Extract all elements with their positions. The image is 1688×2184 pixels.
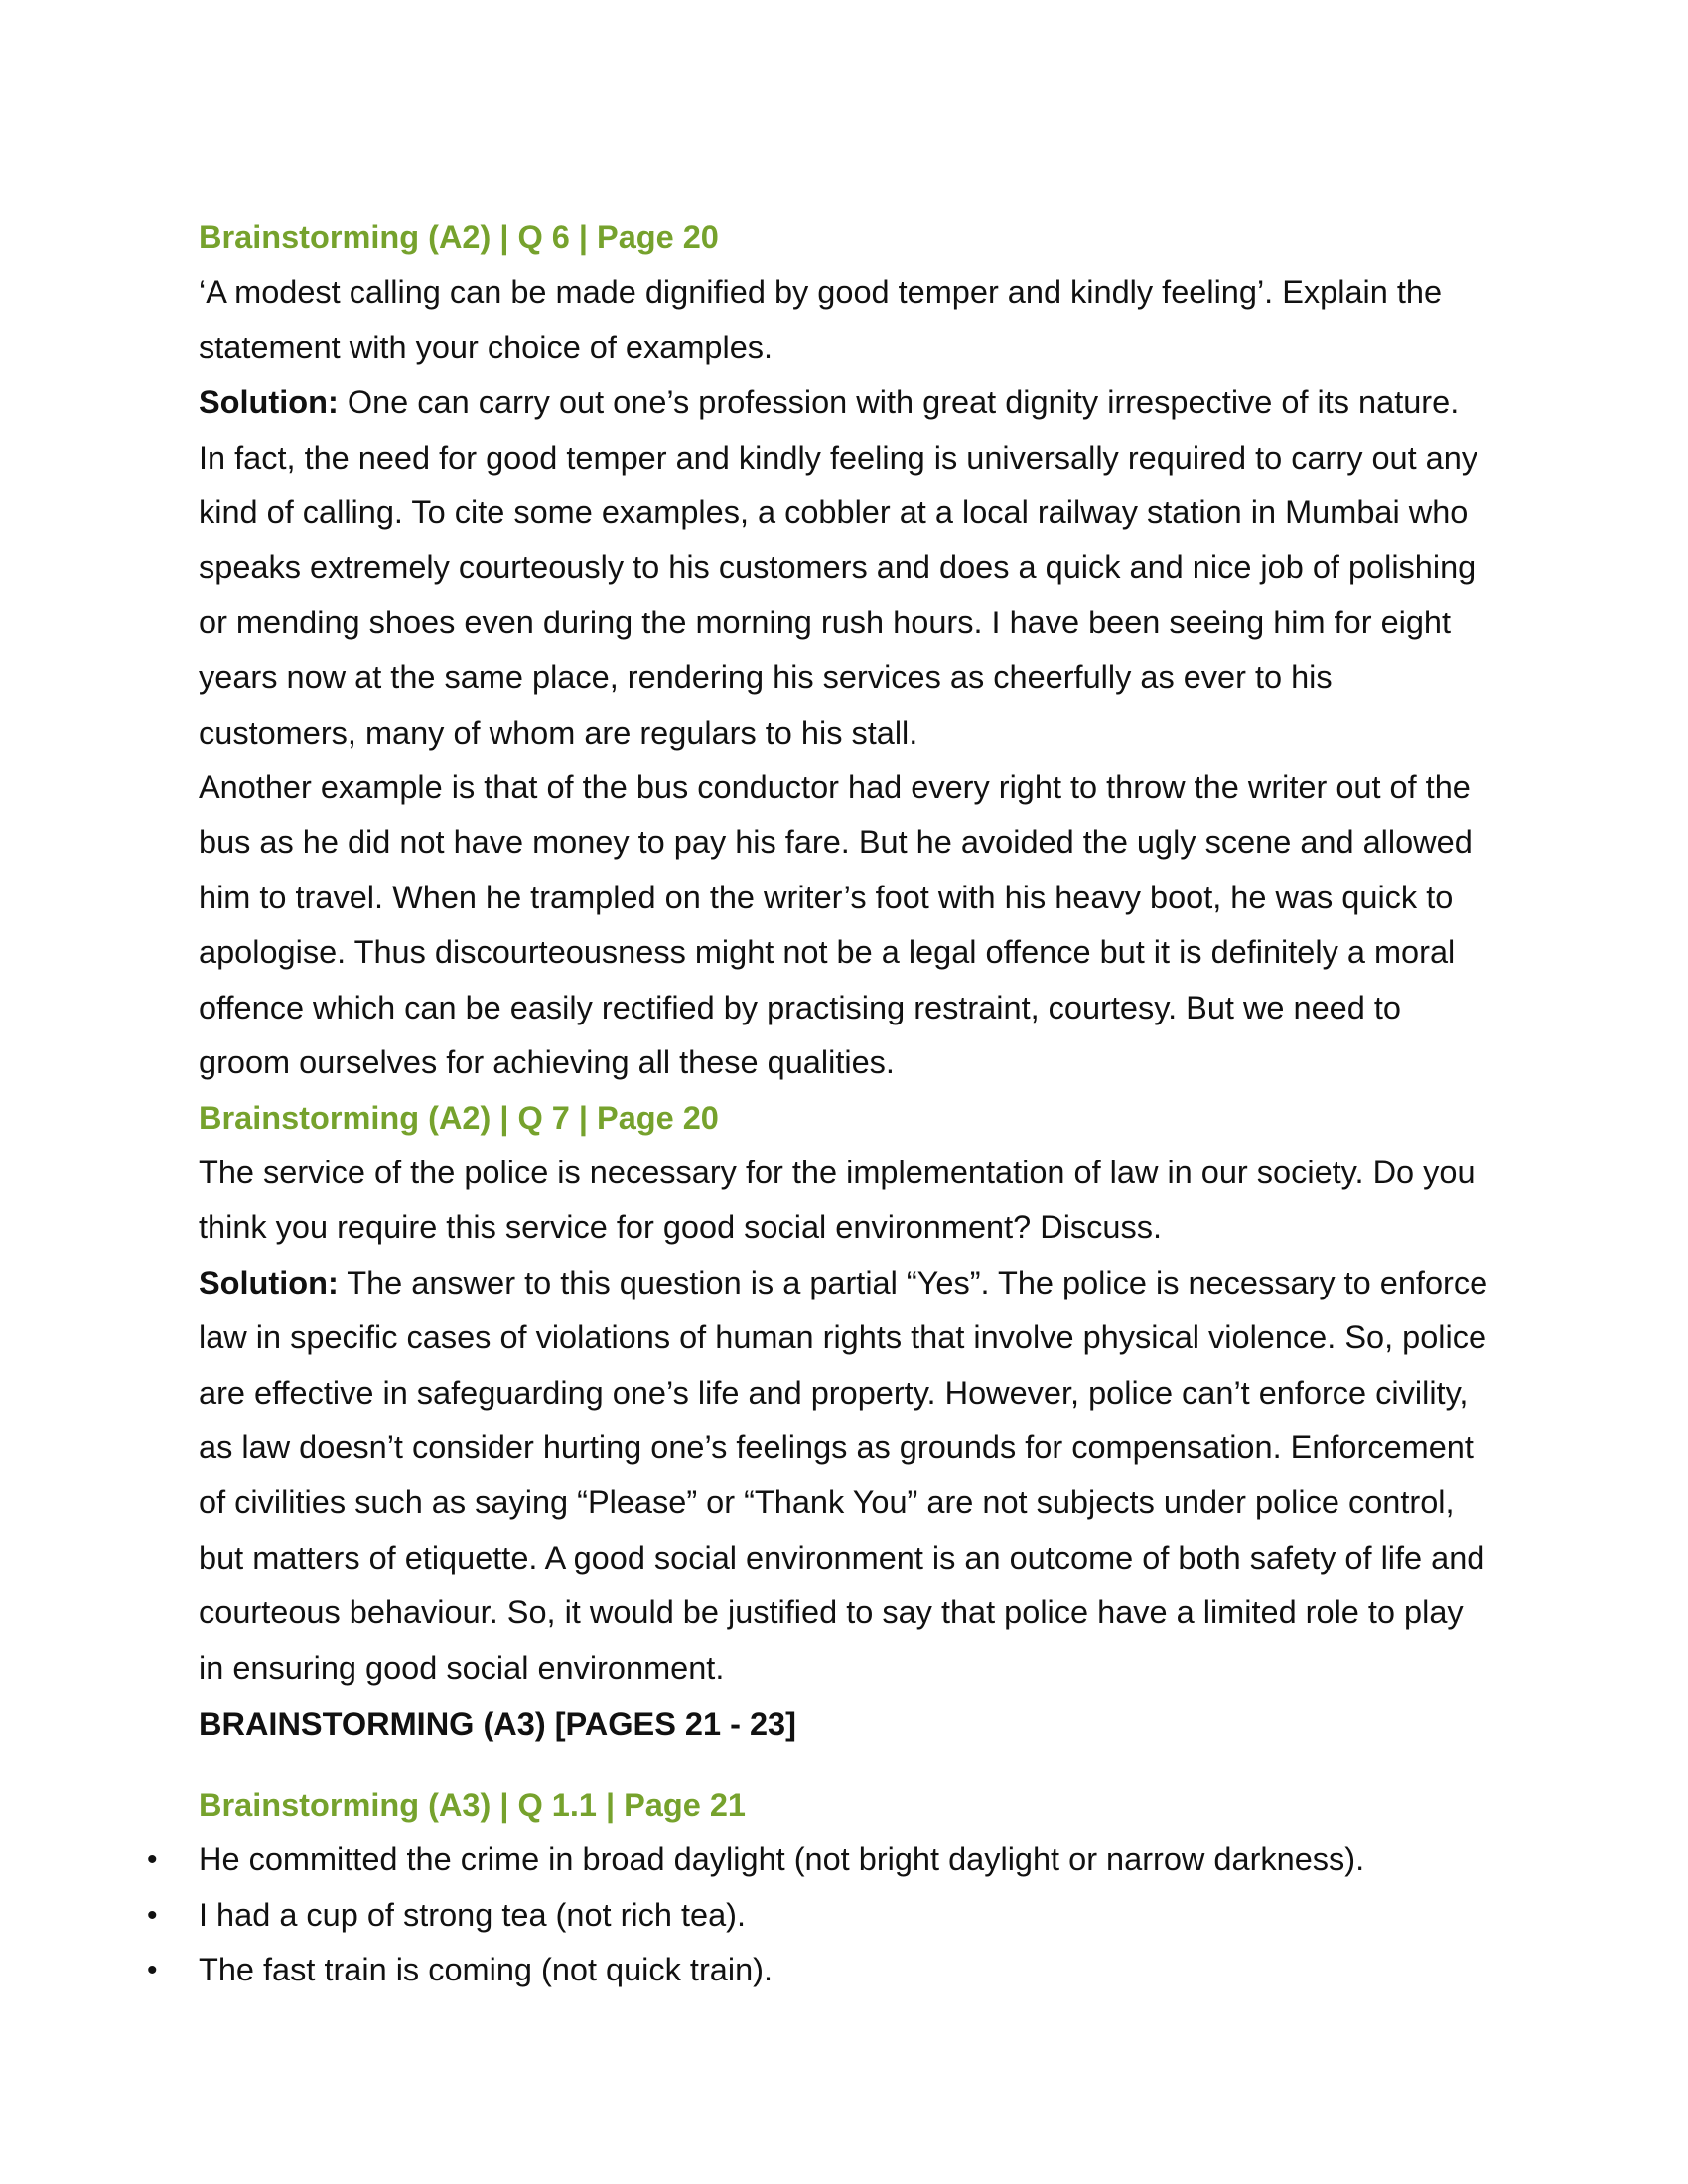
list-item-text: He committed the crime in broad daylight (not bright daylight or narrow darkness). [199, 1842, 1365, 1878]
q6-question: ‘A modest calling can be made dignified by good temper and kindly feeling’. Explain the statement with your choice of examples. [199, 274, 1443, 365]
document-page [147, 210, 1489, 1998]
list-item [147, 1943, 1489, 1997]
q7-solution-text: The answer to this question is a partial “Yes”. The police is necessary to enforce law in specific cases of violations of human rights that involve physical violence. So, police are effective in safeguarding one’s life and property. However, police can’t enforce civility, as law doesn’t consider hurting one’s feelings as grounds for compensation. Enforcement of civilities such as saying “Please” or “Thank You” are not subjects under police control, but matters of etiquette. A good social environment is an outcome of both safety of life and courteous behaviour. So, it would be justified to say that police have a limited role to play in ensuring good social environment. [199, 1264, 1488, 1686]
list-item-text: The fast train is coming (not quick train). [199, 1952, 774, 1988]
q6-solution-paragraph-2: Another example is that of the bus conductor had every right to throw the writer out of the bus as he did not have money to pay his fare. But he avoided the ugly scene and allowed him to travel. When he trampled on the writer’s foot with his heavy boot, he was quick to apologise. Thus discourteousness might not be a legal offence but it is definitely a moral offence which can be easily rectified by practising restraint, courtesy. But we need to groom ourselves for achieving all these qualities. [199, 769, 1473, 1081]
list-item [147, 1888, 1489, 1943]
list-item-text: I had a cup of strong tea (not rich tea). [199, 1896, 747, 1933]
bullet-icon: • [147, 1954, 158, 1987]
bullet-icon: • [147, 1898, 158, 1932]
q7-solution-paragraph [199, 1256, 1489, 1696]
example-list [147, 1833, 1489, 1997]
bullet-icon: • [147, 1843, 158, 1877]
list-item [147, 1833, 1489, 1887]
q7-solution-label: Solution: [199, 1264, 339, 1300]
q1-1-heading: Brainstorming (A3) | Q 1.1 | Page 21 [199, 1786, 746, 1823]
q6-solution-text: One can carry out one’s profession with great dignity irrespective of its nature. In fact, the need for good temper and kindly feeling is universally required to carry out any kind of calling. To cite some examples, a cobbler at a local railway station in Mumbai who speaks extremely courteously to his customers and does a quick and nice job of polishing or mending shoes even during the morning rush hours. I have been seeing him for eight years now at the same place, rendering his services as cheerfully as ever to his customers, many of whom are regulars to his stall. [199, 384, 1478, 751]
q7-heading: Brainstorming (A2) | Q 7 | Page 20 [199, 1099, 719, 1136]
q6-heading: Brainstorming (A2) | Q 6 | Page 20 [199, 219, 719, 255]
q6-solution-paragraph [199, 375, 1489, 760]
section-title: BRAINSTORMING (A3) [PAGES 21 - 23] [199, 1706, 796, 1742]
q6-solution-label: Solution: [199, 384, 339, 421]
q7-question: The service of the police is necessary for the implementation of law in our society. Do you think you require this service for good social environment? Discuss. [199, 1154, 1476, 1246]
